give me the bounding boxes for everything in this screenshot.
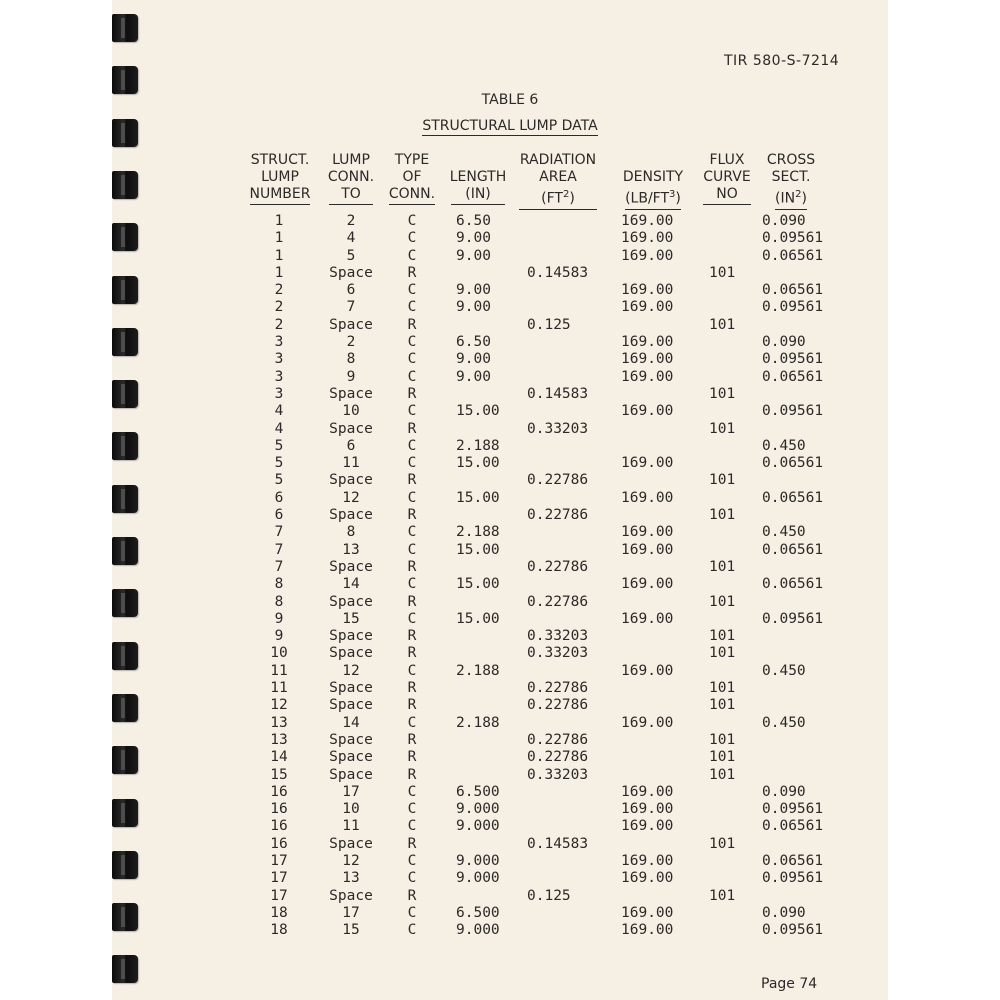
cell-flux: 101 bbox=[709, 472, 736, 489]
cell-cross: 0.06561 bbox=[762, 576, 824, 593]
binding-coil bbox=[112, 328, 138, 356]
cell-lump: 16 bbox=[270, 801, 288, 818]
binding-coil bbox=[112, 432, 138, 460]
cell-type: C bbox=[407, 299, 417, 316]
cell-conn: 13 bbox=[342, 541, 360, 558]
cell-conn: Space bbox=[329, 316, 373, 333]
header-line: LUMP bbox=[261, 169, 299, 185]
cell-conn: Space bbox=[329, 472, 373, 489]
page-number: Page 74 bbox=[761, 976, 818, 992]
cell-lump: 18 bbox=[270, 904, 288, 921]
cell-length: 6.500 bbox=[456, 783, 500, 800]
header-line: NUMBER bbox=[250, 186, 311, 205]
cell-lump: 8 bbox=[274, 593, 284, 610]
cell-length: 6.50 bbox=[456, 334, 491, 351]
cell-length: 15.00 bbox=[456, 576, 500, 593]
cell-lump: 8 bbox=[274, 576, 284, 593]
cell-area: 0.125 bbox=[527, 887, 571, 904]
cell-type: R bbox=[407, 835, 417, 852]
binding-coil bbox=[112, 276, 138, 304]
binding-coil bbox=[112, 851, 138, 879]
cell-lump: 3 bbox=[274, 351, 284, 368]
cell-lump: 2 bbox=[274, 316, 284, 333]
cell-length: 9.000 bbox=[456, 852, 500, 869]
cell-type: C bbox=[407, 714, 417, 731]
cell-type: C bbox=[407, 403, 417, 420]
cell-flux: 101 bbox=[709, 680, 736, 697]
cell-conn: 10 bbox=[342, 403, 360, 420]
cell-lump: 17 bbox=[270, 852, 288, 869]
cell-conn: 11 bbox=[342, 818, 360, 835]
header-line: TO bbox=[329, 186, 373, 205]
cell-density: 169.00 bbox=[621, 852, 674, 869]
cell-conn: 6 bbox=[346, 437, 356, 454]
cell-area: 0.22786 bbox=[527, 731, 589, 748]
binding-coil bbox=[112, 642, 138, 670]
binding-coil bbox=[112, 119, 138, 147]
cell-conn: 15 bbox=[342, 610, 360, 627]
header-density bbox=[614, 169, 692, 210]
cell-area: 0.33203 bbox=[527, 766, 589, 783]
cell-lump: 13 bbox=[270, 714, 288, 731]
cell-length: 9.000 bbox=[456, 922, 500, 939]
cell-density: 169.00 bbox=[621, 610, 674, 627]
cell-conn: 12 bbox=[342, 852, 360, 869]
header-line: LUMP bbox=[332, 152, 370, 168]
cell-type: C bbox=[407, 351, 417, 368]
cell-area: 0.22786 bbox=[527, 680, 589, 697]
header-line: (IN) bbox=[451, 186, 505, 205]
cell-cross: 0.06561 bbox=[762, 541, 824, 558]
header-line: FLUX bbox=[709, 152, 745, 168]
cell-density: 169.00 bbox=[621, 801, 674, 818]
cell-length: 9.000 bbox=[456, 870, 500, 887]
cell-length: 9.00 bbox=[456, 368, 491, 385]
cell-type: C bbox=[407, 334, 417, 351]
cell-lump: 7 bbox=[274, 524, 284, 541]
cell-area: 0.125 bbox=[527, 316, 571, 333]
cell-area: 0.22786 bbox=[527, 558, 589, 575]
cell-type: C bbox=[407, 662, 417, 679]
cell-lump: 5 bbox=[274, 455, 284, 472]
cell-length: 2.188 bbox=[456, 437, 500, 454]
header-lump-conn-to bbox=[324, 152, 378, 205]
cell-cross: 0.450 bbox=[762, 714, 806, 731]
cell-lump: 15 bbox=[270, 766, 288, 783]
cell-density: 169.00 bbox=[621, 818, 674, 835]
cell-length: 9.00 bbox=[456, 351, 491, 368]
cell-lump: 14 bbox=[270, 749, 288, 766]
cell-length: 15.00 bbox=[456, 489, 500, 506]
header-length bbox=[444, 169, 512, 205]
cell-type: R bbox=[407, 645, 417, 662]
cell-lump: 16 bbox=[270, 835, 288, 852]
cell-lump: 6 bbox=[274, 507, 284, 524]
cell-type: C bbox=[407, 230, 417, 247]
cell-flux: 101 bbox=[709, 731, 736, 748]
cell-length: 2.188 bbox=[456, 662, 500, 679]
cell-cross: 0.06561 bbox=[762, 818, 824, 835]
cell-conn: Space bbox=[329, 507, 373, 524]
cell-density: 169.00 bbox=[621, 334, 674, 351]
cell-conn: 15 bbox=[342, 922, 360, 939]
cell-lump: 17 bbox=[270, 870, 288, 887]
cell-lump: 7 bbox=[274, 541, 284, 558]
cell-area: 0.22786 bbox=[527, 697, 589, 714]
header-line: SECT. bbox=[771, 169, 811, 185]
cell-cross: 0.090 bbox=[762, 213, 806, 229]
header-type-of-conn bbox=[386, 152, 438, 205]
cell-area: 0.22786 bbox=[527, 593, 589, 610]
cell-conn: Space bbox=[329, 887, 373, 904]
cell-type: C bbox=[407, 489, 417, 506]
cell-lump: 1 bbox=[274, 230, 284, 247]
cell-type: C bbox=[407, 870, 417, 887]
cell-cross: 0.09561 bbox=[762, 801, 824, 818]
cell-cross: 0.450 bbox=[762, 662, 806, 679]
cell-density: 169.00 bbox=[621, 368, 674, 385]
cell-conn: 13 bbox=[342, 870, 360, 887]
cell-area: 0.14583 bbox=[527, 385, 589, 402]
cell-lump: 3 bbox=[274, 334, 284, 351]
cell-lump: 7 bbox=[274, 558, 284, 575]
cell-length: 9.000 bbox=[456, 818, 500, 835]
cell-density: 169.00 bbox=[621, 922, 674, 939]
cell-density: 169.00 bbox=[621, 541, 674, 558]
cell-length: 2.188 bbox=[456, 524, 500, 541]
cell-length: 6.50 bbox=[456, 213, 491, 229]
cell-type: C bbox=[407, 610, 417, 627]
cell-type: C bbox=[407, 524, 417, 541]
cell-density: 169.00 bbox=[621, 576, 674, 593]
cell-cross: 0.06561 bbox=[762, 247, 824, 264]
cell-conn: 17 bbox=[342, 783, 360, 800]
cell-length: 9.00 bbox=[456, 230, 491, 247]
cell-conn: Space bbox=[329, 731, 373, 748]
header-flux-curve-no bbox=[700, 152, 754, 205]
cell-conn: 6 bbox=[346, 282, 356, 299]
cell-conn: 4 bbox=[346, 230, 356, 247]
cell-lump: 4 bbox=[274, 403, 284, 420]
cell-conn: 12 bbox=[342, 489, 360, 506]
cell-density: 169.00 bbox=[621, 282, 674, 299]
cell-conn: Space bbox=[329, 264, 373, 281]
cell-type: R bbox=[407, 472, 417, 489]
cell-length: 9.000 bbox=[456, 801, 500, 818]
cell-density: 169.00 bbox=[621, 489, 674, 506]
cell-type: R bbox=[407, 316, 417, 333]
cell-flux: 101 bbox=[709, 887, 736, 904]
cell-conn: 5 bbox=[346, 247, 356, 264]
cell-area: 0.33203 bbox=[527, 628, 589, 645]
binding-coil bbox=[112, 14, 138, 42]
cell-density: 169.00 bbox=[621, 455, 674, 472]
binding-coil bbox=[112, 171, 138, 199]
cell-cross: 0.06561 bbox=[762, 489, 824, 506]
binding-coil bbox=[112, 380, 138, 408]
cell-density: 169.00 bbox=[621, 403, 674, 420]
cell-cross: 0.09561 bbox=[762, 351, 824, 368]
cell-area: 0.22786 bbox=[527, 749, 589, 766]
cell-flux: 101 bbox=[709, 420, 736, 437]
spiral-binding bbox=[112, 0, 152, 1000]
table-title-text: STRUCTURAL LUMP DATA bbox=[422, 118, 598, 134]
cell-conn: 11 bbox=[342, 455, 360, 472]
cell-length: 9.00 bbox=[456, 282, 491, 299]
cell-area: 0.33203 bbox=[527, 645, 589, 662]
cell-conn: Space bbox=[329, 385, 373, 402]
cell-conn: 8 bbox=[346, 524, 356, 541]
cell-flux: 101 bbox=[709, 593, 736, 610]
header-line: CONN. bbox=[389, 186, 435, 205]
cell-flux: 101 bbox=[709, 385, 736, 402]
cell-lump: 16 bbox=[270, 818, 288, 835]
cell-lump: 9 bbox=[274, 628, 284, 645]
cell-lump: 10 bbox=[270, 645, 288, 662]
cell-length: 6.500 bbox=[456, 904, 500, 921]
cell-conn: Space bbox=[329, 593, 373, 610]
cell-cross: 0.090 bbox=[762, 334, 806, 351]
binding-coil bbox=[112, 537, 138, 565]
cell-cross: 0.09561 bbox=[762, 403, 824, 420]
binding-coil bbox=[112, 955, 138, 983]
cell-lump: 1 bbox=[274, 264, 284, 281]
cell-cross: 0.450 bbox=[762, 437, 806, 454]
header-line: TYPE bbox=[394, 152, 430, 168]
binding-coil bbox=[112, 903, 138, 931]
cell-cross: 0.09561 bbox=[762, 299, 824, 316]
cell-type: C bbox=[407, 437, 417, 454]
header-line: RADIATION bbox=[519, 152, 597, 168]
header-line: DENSITY bbox=[622, 169, 684, 185]
cell-conn: Space bbox=[329, 645, 373, 662]
cell-lump: 5 bbox=[274, 437, 284, 454]
cell-flux: 101 bbox=[709, 316, 736, 333]
cell-conn: 17 bbox=[342, 904, 360, 921]
cell-cross: 0.090 bbox=[762, 783, 806, 800]
cell-flux: 101 bbox=[709, 749, 736, 766]
cell-density: 169.00 bbox=[621, 351, 674, 368]
binding-coil bbox=[112, 799, 138, 827]
cell-area: 0.22786 bbox=[527, 507, 589, 524]
cell-lump: 2 bbox=[274, 299, 284, 316]
cell-cross: 0.09561 bbox=[762, 922, 824, 939]
cell-conn: Space bbox=[329, 697, 373, 714]
cell-conn: Space bbox=[329, 680, 373, 697]
cell-lump: 12 bbox=[270, 697, 288, 714]
cell-type: C bbox=[407, 368, 417, 385]
binding-coil bbox=[112, 694, 138, 722]
cell-lump: 17 bbox=[270, 887, 288, 904]
cell-type: R bbox=[407, 697, 417, 714]
cell-density: 169.00 bbox=[621, 299, 674, 316]
cell-lump: 3 bbox=[274, 368, 284, 385]
cell-type: C bbox=[407, 818, 417, 835]
cell-type: R bbox=[407, 766, 417, 783]
header-line: OF bbox=[402, 169, 422, 185]
header-radiation-area bbox=[514, 152, 602, 210]
cell-lump: 2 bbox=[274, 282, 284, 299]
cell-conn: 12 bbox=[342, 662, 360, 679]
cell-conn: 8 bbox=[346, 351, 356, 368]
cell-conn: Space bbox=[329, 749, 373, 766]
cell-lump: 9 bbox=[274, 610, 284, 627]
cell-cross: 0.09561 bbox=[762, 610, 824, 627]
header-line: CONN. bbox=[327, 169, 375, 185]
cell-cross: 0.06561 bbox=[762, 852, 824, 869]
cell-type: C bbox=[407, 541, 417, 558]
cell-type: C bbox=[407, 282, 417, 299]
binding-coil bbox=[112, 589, 138, 617]
cell-type: C bbox=[407, 247, 417, 264]
header-line: STRUCT. bbox=[250, 152, 310, 168]
cell-flux: 101 bbox=[709, 507, 736, 524]
cell-density: 169.00 bbox=[621, 904, 674, 921]
cell-length: 15.00 bbox=[456, 403, 500, 420]
cell-flux: 101 bbox=[709, 697, 736, 714]
header-line: $(FT^2)$ bbox=[519, 186, 597, 210]
cell-type: C bbox=[407, 783, 417, 800]
cell-type: R bbox=[407, 680, 417, 697]
header-struct-lump-number bbox=[244, 152, 316, 205]
cell-density: 169.00 bbox=[621, 213, 674, 229]
cell-density: 169.00 bbox=[621, 662, 674, 679]
cell-area: 0.33203 bbox=[527, 420, 589, 437]
cell-conn: Space bbox=[329, 835, 373, 852]
cell-cross: 0.06561 bbox=[762, 455, 824, 472]
cell-area: 0.14583 bbox=[527, 835, 589, 852]
cell-type: R bbox=[407, 385, 417, 402]
cell-flux: 101 bbox=[709, 264, 736, 281]
cell-area: 0.14583 bbox=[527, 264, 589, 281]
header-line: NO bbox=[703, 186, 751, 205]
cell-density: 169.00 bbox=[621, 870, 674, 887]
binding-coil bbox=[112, 746, 138, 774]
header-cross-sect bbox=[762, 152, 820, 210]
cell-lump: 11 bbox=[270, 662, 288, 679]
cell-conn: 14 bbox=[342, 576, 360, 593]
header-line: $(LB/FT^3)$ bbox=[625, 186, 681, 210]
cell-conn: Space bbox=[329, 766, 373, 783]
cell-type: R bbox=[407, 420, 417, 437]
header-line: LENGTH bbox=[449, 169, 507, 185]
cell-type: R bbox=[407, 264, 417, 281]
cell-length: 15.00 bbox=[456, 541, 500, 558]
cell-cross: 0.090 bbox=[762, 904, 806, 921]
cell-density: 169.00 bbox=[621, 230, 674, 247]
cell-conn: Space bbox=[329, 420, 373, 437]
cell-flux: 101 bbox=[709, 835, 736, 852]
cell-conn: 14 bbox=[342, 714, 360, 731]
cell-flux: 101 bbox=[709, 645, 736, 662]
cell-cross: 0.09561 bbox=[762, 230, 824, 247]
cell-type: C bbox=[407, 922, 417, 939]
cell-density: 169.00 bbox=[621, 783, 674, 800]
cell-lump: 13 bbox=[270, 731, 288, 748]
cell-type: C bbox=[407, 576, 417, 593]
cell-type: R bbox=[407, 749, 417, 766]
header-line: $(IN^2)$ bbox=[775, 186, 807, 210]
cell-conn: Space bbox=[329, 558, 373, 575]
cell-length: 2.188 bbox=[456, 714, 500, 731]
cell-density: 169.00 bbox=[621, 247, 674, 264]
cell-conn: 9 bbox=[346, 368, 356, 385]
cell-lump: 1 bbox=[274, 247, 284, 264]
cell-lump: 3 bbox=[274, 385, 284, 402]
cell-type: C bbox=[407, 801, 417, 818]
binding-coil bbox=[112, 223, 138, 251]
header-line: CURVE bbox=[703, 169, 751, 185]
header-line: AREA bbox=[539, 169, 577, 185]
table-title bbox=[400, 118, 620, 134]
header-line: CROSS bbox=[766, 152, 816, 168]
cell-flux: 101 bbox=[709, 766, 736, 783]
cell-type: C bbox=[407, 852, 417, 869]
cell-conn: 2 bbox=[346, 213, 356, 229]
table-number: TABLE 6 bbox=[481, 92, 539, 108]
document-id: TIR 580-S-7214 bbox=[724, 53, 840, 69]
cell-conn: 7 bbox=[346, 299, 356, 316]
cell-length: 9.00 bbox=[456, 299, 491, 316]
cell-cross: 0.06561 bbox=[762, 282, 824, 299]
cell-type: R bbox=[407, 558, 417, 575]
cell-density: 169.00 bbox=[621, 524, 674, 541]
cell-type: R bbox=[407, 628, 417, 645]
cell-type: C bbox=[407, 213, 417, 229]
cell-cross: 0.450 bbox=[762, 524, 806, 541]
cell-lump: 18 bbox=[270, 922, 288, 939]
cell-lump: 5 bbox=[274, 472, 284, 489]
cell-cross: 0.06561 bbox=[762, 368, 824, 385]
cell-lump: 16 bbox=[270, 783, 288, 800]
binding-coil bbox=[112, 485, 138, 513]
cell-cross: 0.09561 bbox=[762, 870, 824, 887]
cell-flux: 101 bbox=[709, 558, 736, 575]
cell-conn: Space bbox=[329, 628, 373, 645]
cell-lump: 1 bbox=[274, 213, 284, 229]
cell-type: R bbox=[407, 731, 417, 748]
cell-length: 15.00 bbox=[456, 455, 500, 472]
cell-lump: 4 bbox=[274, 420, 284, 437]
cell-area: 0.22786 bbox=[527, 472, 589, 489]
cell-type: C bbox=[407, 455, 417, 472]
binding-coil bbox=[112, 66, 138, 94]
cell-type: R bbox=[407, 593, 417, 610]
cell-flux: 101 bbox=[709, 628, 736, 645]
cell-density: 169.00 bbox=[621, 714, 674, 731]
cell-conn: 10 bbox=[342, 801, 360, 818]
cell-lump: 6 bbox=[274, 489, 284, 506]
cell-type: C bbox=[407, 904, 417, 921]
cell-conn: 2 bbox=[346, 334, 356, 351]
cell-length: 15.00 bbox=[456, 610, 500, 627]
cell-lump: 11 bbox=[270, 680, 288, 697]
cell-type: R bbox=[407, 887, 417, 904]
cell-type: R bbox=[407, 507, 417, 524]
cell-length: 9.00 bbox=[456, 247, 491, 264]
